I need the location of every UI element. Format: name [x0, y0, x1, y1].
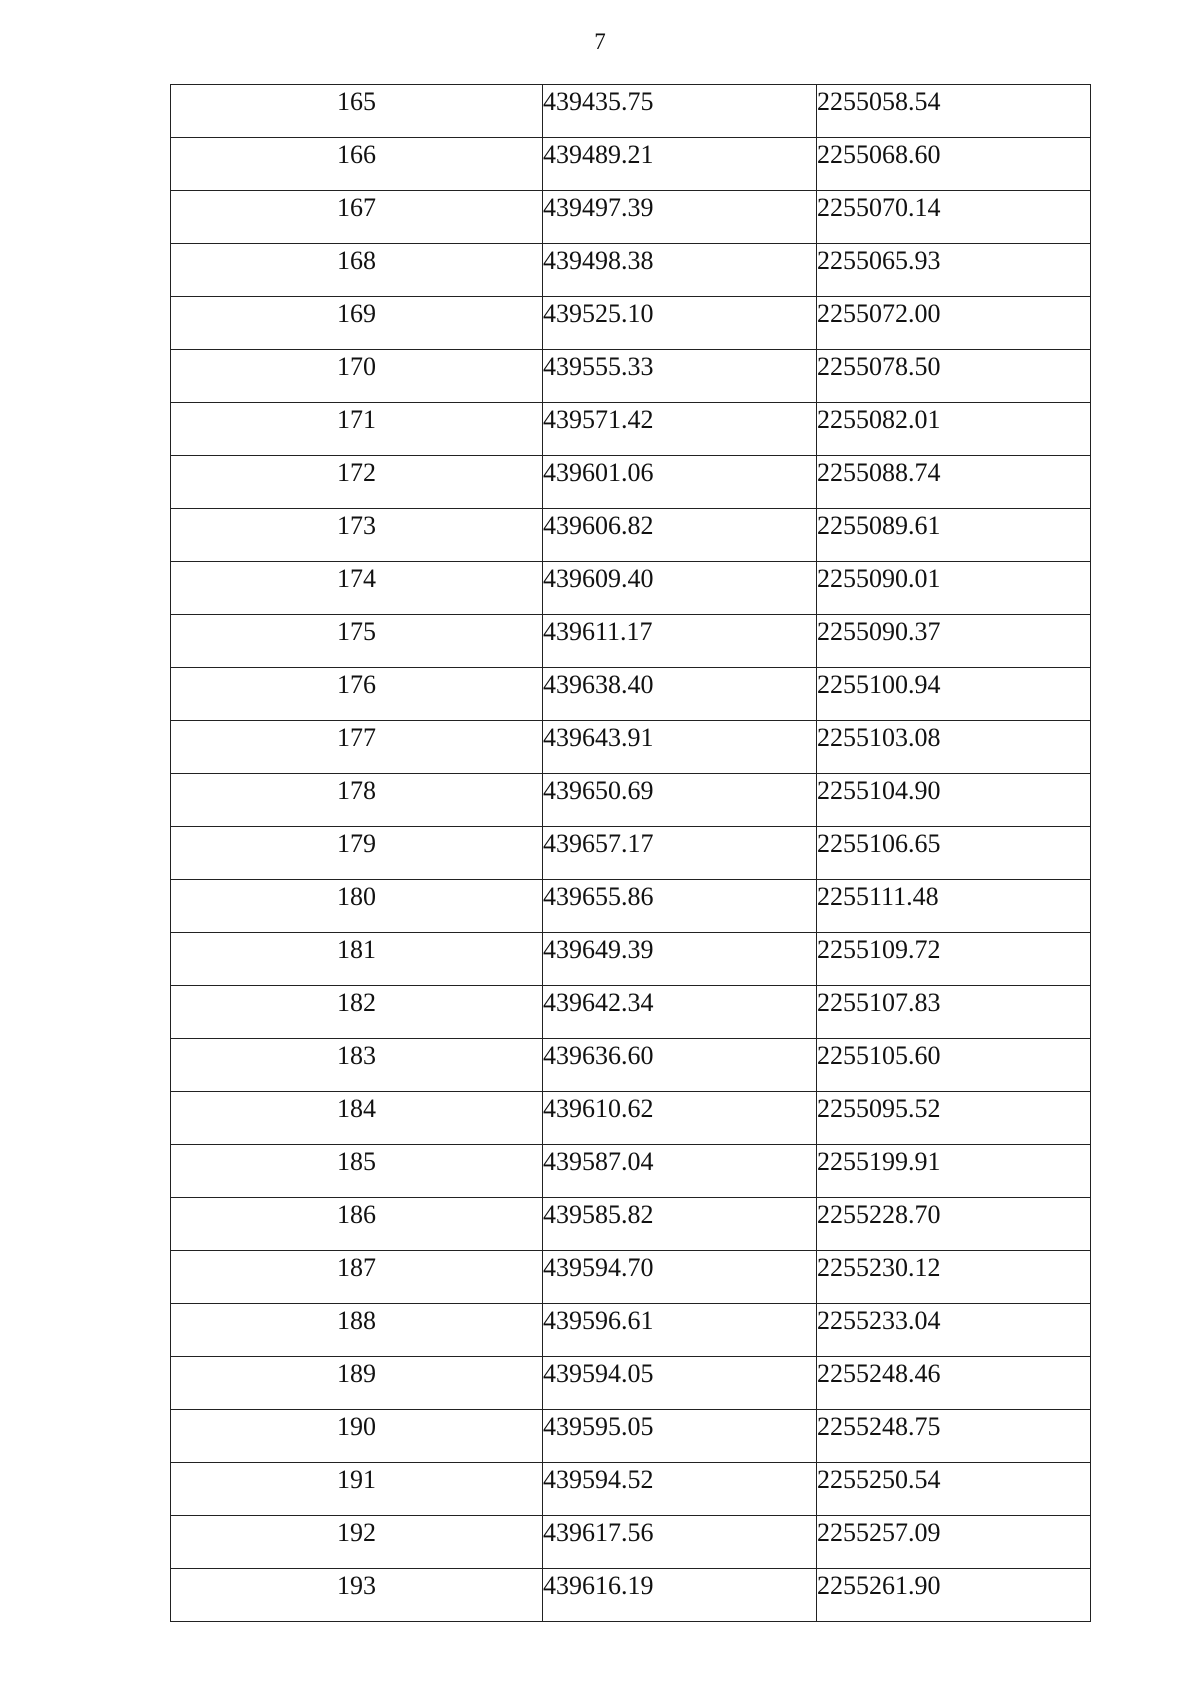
x-coordinate-cell: [543, 1145, 817, 1198]
y-coordinate-cell: [817, 1304, 1091, 1357]
table-row: [171, 138, 1091, 191]
cell-value: 177: [337, 723, 376, 752]
cell-value: 2255248.75: [817, 1412, 941, 1441]
cell-value: 2255250.54: [817, 1465, 941, 1494]
cell-value: 439595.05: [543, 1412, 654, 1441]
point-number-cell: [171, 509, 543, 562]
cell-value: 2255109.72: [817, 935, 941, 964]
table-row: [171, 403, 1091, 456]
y-coordinate-cell: [817, 615, 1091, 668]
cell-value: 192: [337, 1518, 376, 1547]
table-row: [171, 297, 1091, 350]
table-row: [171, 1039, 1091, 1092]
cell-value: 439650.69: [543, 776, 654, 805]
cell-value: 2255089.61: [817, 511, 941, 540]
cell-value: 2255058.54: [817, 87, 941, 116]
table-row: [171, 1516, 1091, 1569]
table-row: [171, 456, 1091, 509]
table-row: [171, 509, 1091, 562]
cell-value: 2255068.60: [817, 140, 941, 169]
cell-value: 2255111.48: [817, 882, 939, 911]
table-row: [171, 1092, 1091, 1145]
y-coordinate-cell: [817, 1251, 1091, 1304]
y-coordinate-cell: [817, 297, 1091, 350]
cell-value: 439585.82: [543, 1200, 654, 1229]
x-coordinate-cell: [543, 509, 817, 562]
point-number-cell: [171, 1145, 543, 1198]
table-row: [171, 1463, 1091, 1516]
y-coordinate-cell: [817, 403, 1091, 456]
y-coordinate-cell: [817, 668, 1091, 721]
cell-value: 174: [337, 564, 376, 593]
cell-value: 2255261.90: [817, 1571, 941, 1600]
cell-value: 2255090.37: [817, 617, 941, 646]
y-coordinate-cell: [817, 1092, 1091, 1145]
point-number-cell: [171, 1410, 543, 1463]
cell-value: 190: [337, 1412, 376, 1441]
x-coordinate-cell: [543, 1251, 817, 1304]
point-number-cell: [171, 986, 543, 1039]
cell-value: 439655.86: [543, 882, 654, 911]
cell-value: 193: [337, 1571, 376, 1600]
x-coordinate-cell: [543, 933, 817, 986]
cell-value: 184: [337, 1094, 376, 1123]
cell-value: 2255065.93: [817, 246, 941, 275]
y-coordinate-cell: [817, 1410, 1091, 1463]
y-coordinate-cell: [817, 509, 1091, 562]
x-coordinate-cell: [543, 85, 817, 138]
cell-value: 439594.70: [543, 1253, 654, 1282]
cell-value: 173: [337, 511, 376, 540]
cell-value: 170: [337, 352, 376, 381]
y-coordinate-cell: [817, 827, 1091, 880]
table-row: [171, 1304, 1091, 1357]
table-row: [171, 191, 1091, 244]
x-coordinate-cell: [543, 297, 817, 350]
cell-value: 2255095.52: [817, 1094, 941, 1123]
table-row: [171, 1198, 1091, 1251]
cell-value: 439596.61: [543, 1306, 654, 1335]
cell-value: 185: [337, 1147, 376, 1176]
x-coordinate-cell: [543, 668, 817, 721]
cell-value: 2255090.01: [817, 564, 941, 593]
cell-value: 178: [337, 776, 376, 805]
cell-value: 2255199.91: [817, 1147, 941, 1176]
cell-value: 439489.21: [543, 140, 654, 169]
table-row: [171, 774, 1091, 827]
cell-value: 439555.33: [543, 352, 654, 381]
y-coordinate-cell: [817, 880, 1091, 933]
point-number-cell: [171, 721, 543, 774]
table-row: [171, 1569, 1091, 1622]
table-row: [171, 615, 1091, 668]
x-coordinate-cell: [543, 1304, 817, 1357]
cell-value: 2255105.60: [817, 1041, 941, 1070]
cell-value: 439609.40: [543, 564, 654, 593]
point-number-cell: [171, 456, 543, 509]
cell-value: 165: [337, 87, 376, 116]
y-coordinate-cell: [817, 244, 1091, 297]
cell-value: 439611.17: [543, 617, 653, 646]
point-number-cell: [171, 774, 543, 827]
cell-value: 181: [337, 935, 376, 964]
cell-value: 191: [337, 1465, 376, 1494]
table-row: [171, 1357, 1091, 1410]
cell-value: 168: [337, 246, 376, 275]
x-coordinate-cell: [543, 615, 817, 668]
cell-value: 2255228.70: [817, 1200, 941, 1229]
cell-value: 179: [337, 829, 376, 858]
y-coordinate-cell: [817, 1516, 1091, 1569]
y-coordinate-cell: [817, 138, 1091, 191]
table-row: [171, 721, 1091, 774]
cell-value: 439594.52: [543, 1465, 654, 1494]
cell-value: 439638.40: [543, 670, 654, 699]
cell-value: 439571.42: [543, 405, 654, 434]
point-number-cell: [171, 244, 543, 297]
y-coordinate-cell: [817, 1039, 1091, 1092]
y-coordinate-cell: [817, 191, 1091, 244]
point-number-cell: [171, 880, 543, 933]
point-number-cell: [171, 668, 543, 721]
coordinates-table-body: [171, 85, 1091, 1622]
point-number-cell: [171, 1463, 543, 1516]
cell-value: 439636.60: [543, 1041, 654, 1070]
table-row: [171, 562, 1091, 615]
x-coordinate-cell: [543, 1198, 817, 1251]
y-coordinate-cell: [817, 1198, 1091, 1251]
x-coordinate-cell: [543, 1410, 817, 1463]
cell-value: 167: [337, 193, 376, 222]
x-coordinate-cell: [543, 1039, 817, 1092]
table-row: [171, 1251, 1091, 1304]
cell-value: 439497.39: [543, 193, 654, 222]
table-row: [171, 880, 1091, 933]
cell-value: 2255230.12: [817, 1253, 941, 1282]
x-coordinate-cell: [543, 986, 817, 1039]
cell-value: 171: [337, 405, 376, 434]
x-coordinate-cell: [543, 138, 817, 191]
cell-value: 439642.34: [543, 988, 654, 1017]
y-coordinate-cell: [817, 456, 1091, 509]
table-row: [171, 986, 1091, 1039]
page-number: 7: [594, 29, 606, 54]
cell-value: 186: [337, 1200, 376, 1229]
cell-value: 439594.05: [543, 1359, 654, 1388]
x-coordinate-cell: [543, 562, 817, 615]
point-number-cell: [171, 350, 543, 403]
x-coordinate-cell: [543, 244, 817, 297]
cell-value: 2255104.90: [817, 776, 941, 805]
point-number-cell: [171, 1357, 543, 1410]
y-coordinate-cell: [817, 774, 1091, 827]
table-row: [171, 1410, 1091, 1463]
y-coordinate-cell: [817, 350, 1091, 403]
point-number-cell: [171, 1569, 543, 1622]
point-number-cell: [171, 1304, 543, 1357]
point-number-cell: [171, 403, 543, 456]
cell-value: 439643.91: [543, 723, 654, 752]
cell-value: 169: [337, 299, 376, 328]
cell-value: 439601.06: [543, 458, 654, 487]
x-coordinate-cell: [543, 1569, 817, 1622]
cell-value: 180: [337, 882, 376, 911]
cell-value: 172: [337, 458, 376, 487]
cell-value: 2255088.74: [817, 458, 941, 487]
table-row: [171, 827, 1091, 880]
point-number-cell: [171, 1039, 543, 1092]
table-row: [171, 85, 1091, 138]
cell-value: 2255070.14: [817, 193, 941, 222]
cell-value: 166: [337, 140, 376, 169]
cell-value: 439525.10: [543, 299, 654, 328]
point-number-cell: [171, 1251, 543, 1304]
point-number-cell: [171, 933, 543, 986]
cell-value: 2255248.46: [817, 1359, 941, 1388]
cell-value: 2255082.01: [817, 405, 941, 434]
x-coordinate-cell: [543, 774, 817, 827]
x-coordinate-cell: [543, 827, 817, 880]
table-row: [171, 350, 1091, 403]
y-coordinate-cell: [817, 1463, 1091, 1516]
cell-value: 2255106.65: [817, 829, 941, 858]
x-coordinate-cell: [543, 1357, 817, 1410]
y-coordinate-cell: [817, 1357, 1091, 1410]
x-coordinate-cell: [543, 350, 817, 403]
y-coordinate-cell: [817, 1569, 1091, 1622]
table-row: [171, 1145, 1091, 1198]
point-number-cell: [171, 1516, 543, 1569]
x-coordinate-cell: [543, 1463, 817, 1516]
y-coordinate-cell: [817, 85, 1091, 138]
point-number-cell: [171, 1092, 543, 1145]
cell-value: 439617.56: [543, 1518, 654, 1547]
cell-value: 182: [337, 988, 376, 1017]
cell-value: 439606.82: [543, 511, 654, 540]
y-coordinate-cell: [817, 933, 1091, 986]
cell-value: 439435.75: [543, 87, 654, 116]
x-coordinate-cell: [543, 403, 817, 456]
cell-value: 183: [337, 1041, 376, 1070]
cell-value: 2255257.09: [817, 1518, 941, 1547]
cell-value: 439610.62: [543, 1094, 654, 1123]
y-coordinate-cell: [817, 1145, 1091, 1198]
cell-value: 439616.19: [543, 1571, 654, 1600]
y-coordinate-cell: [817, 562, 1091, 615]
x-coordinate-cell: [543, 191, 817, 244]
table-row: [171, 668, 1091, 721]
table-row: [171, 244, 1091, 297]
cell-value: 189: [337, 1359, 376, 1388]
cell-value: 439587.04: [543, 1147, 654, 1176]
point-number-cell: [171, 191, 543, 244]
x-coordinate-cell: [543, 1516, 817, 1569]
cell-value: 2255233.04: [817, 1306, 941, 1335]
cell-value: 2255072.00: [817, 299, 941, 328]
point-number-cell: [171, 615, 543, 668]
point-number-cell: [171, 85, 543, 138]
x-coordinate-cell: [543, 880, 817, 933]
y-coordinate-cell: [817, 721, 1091, 774]
cell-value: 187: [337, 1253, 376, 1282]
coordinates-table: [170, 84, 1091, 1622]
point-number-cell: [171, 138, 543, 191]
cell-value: 439649.39: [543, 935, 654, 964]
cell-value: 2255078.50: [817, 352, 941, 381]
cell-value: 175: [337, 617, 376, 646]
cell-value: 2255107.83: [817, 988, 941, 1017]
x-coordinate-cell: [543, 456, 817, 509]
point-number-cell: [171, 1198, 543, 1251]
cell-value: 2255100.94: [817, 670, 941, 699]
cell-value: 2255103.08: [817, 723, 941, 752]
point-number-cell: [171, 827, 543, 880]
point-number-cell: [171, 562, 543, 615]
x-coordinate-cell: [543, 721, 817, 774]
cell-value: 439657.17: [543, 829, 654, 858]
table-row: [171, 933, 1091, 986]
cell-value: 188: [337, 1306, 376, 1335]
cell-value: 176: [337, 670, 376, 699]
x-coordinate-cell: [543, 1092, 817, 1145]
cell-value: 439498.38: [543, 246, 654, 275]
y-coordinate-cell: [817, 986, 1091, 1039]
point-number-cell: [171, 297, 543, 350]
